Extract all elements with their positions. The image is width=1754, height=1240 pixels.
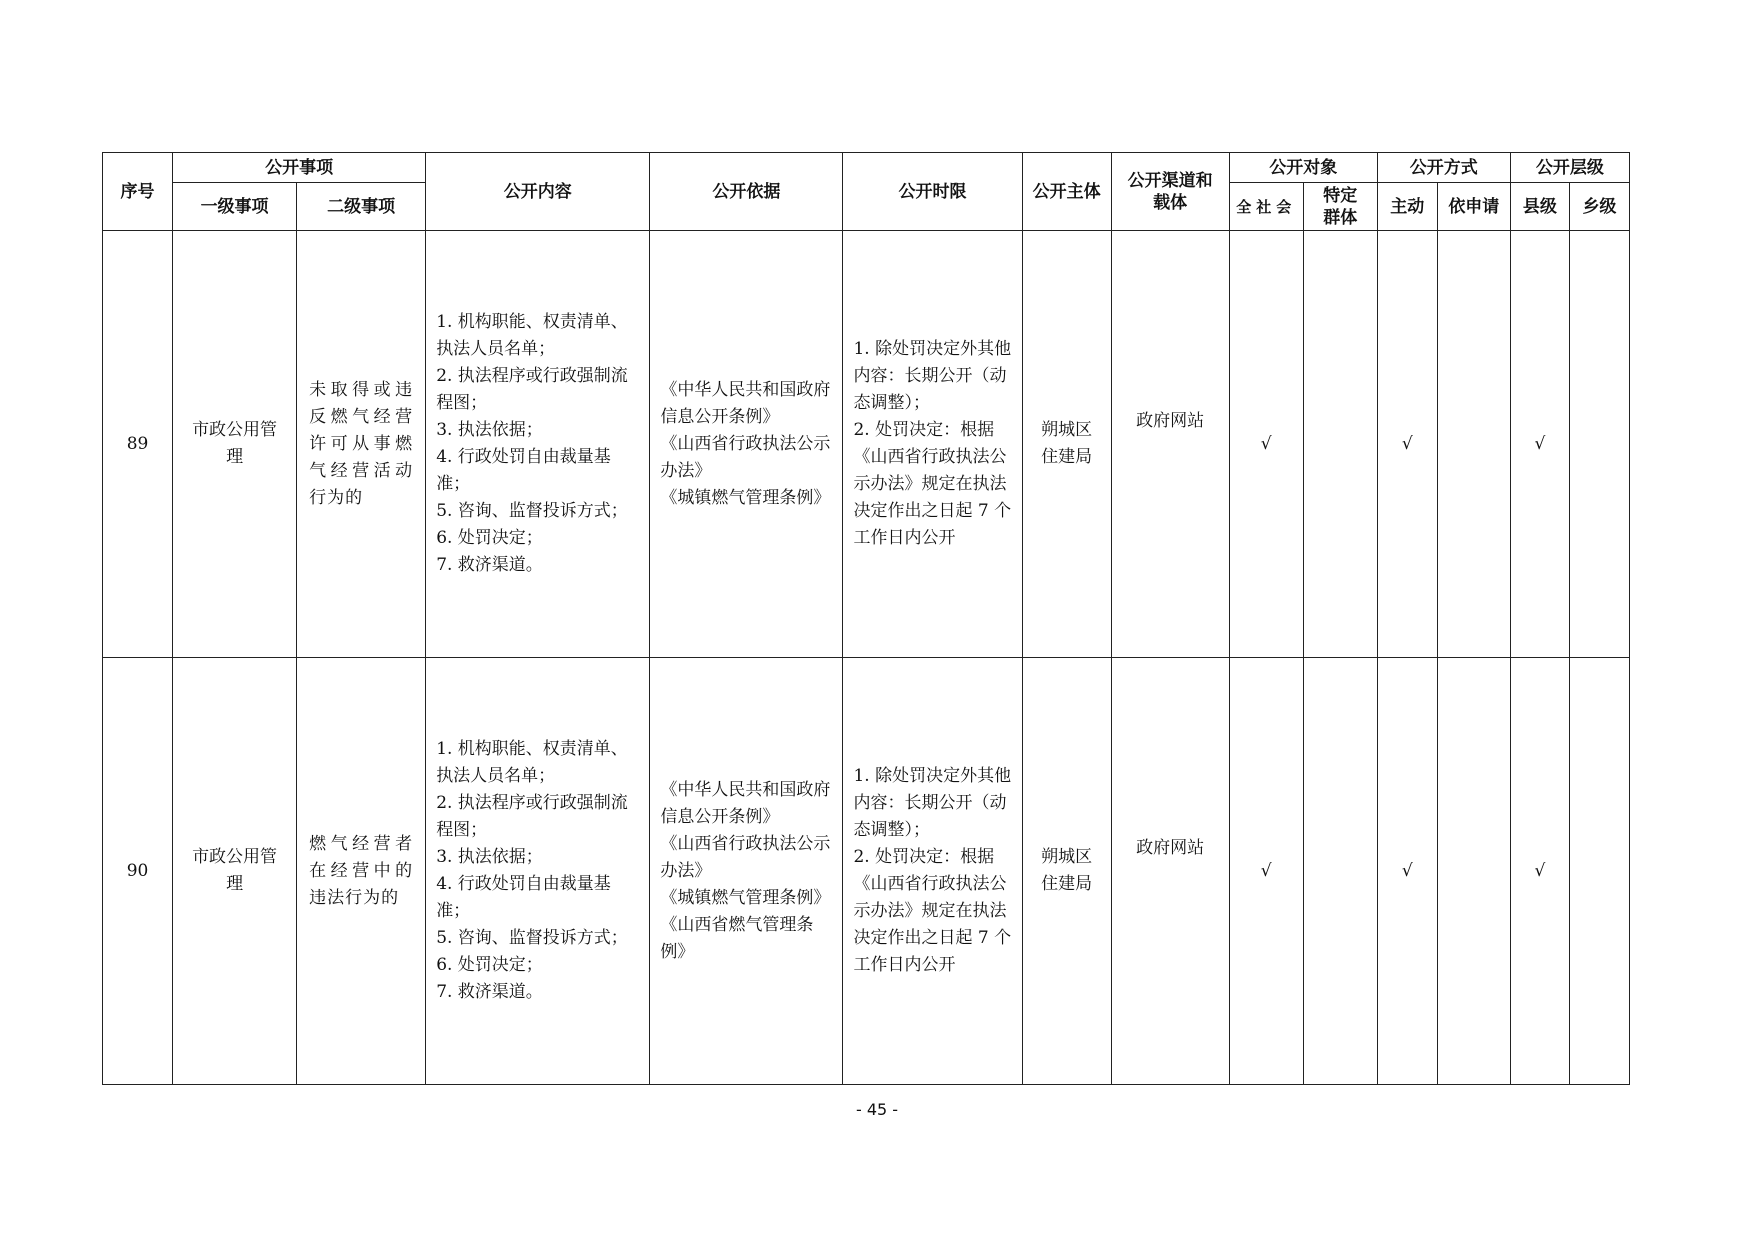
row-item-l1: 市政公用管理 [173,658,297,1085]
basis-line: 《山西省行政执法公示办法》 [660,433,831,481]
header-seq: 序号 [103,153,173,231]
row-content [426,231,650,658]
header-time: 公开时限 [843,153,1022,231]
check-target-specific [1303,658,1377,1085]
row-item-l1: 市政公用管理 [173,231,297,658]
header-item-l2: 二级事项 [297,183,426,231]
disclosure-table [102,152,1630,1085]
content-line: 1. 机构职能、权责清单、执法人员名单； [436,312,628,359]
check-level-town [1569,658,1629,1085]
check-target-all: √ [1229,231,1303,658]
basis-line: 《山西省行政执法公示办法》 [660,833,831,881]
time-line: 2. 处罚决定：根据《山西省行政执法公示办法》规定在执法决定作出之日起 7 个工作日内公开 [853,420,1012,548]
check-mode-request [1437,231,1510,658]
content-line: 1. 机构职能、权责清单、执法人员名单； [436,739,628,786]
row-channel: 政府网站 [1111,658,1229,1085]
header-mode-active: 主动 [1377,183,1437,231]
time-line: 2. 处罚决定：根据《山西省行政执法公示办法》规定在执法决定作出之日起 7 个工作日内公开 [853,847,1012,975]
content-line: 2. 执法程序或行政强制流程图； [436,366,628,413]
content-line: 2. 执法程序或行政强制流程图； [436,793,628,840]
check-target-specific [1303,231,1377,658]
check-target-all: √ [1229,658,1303,1085]
basis-line: 《城镇燃气管理条例》 [660,487,831,508]
page-number: - 45 - [855,1100,899,1119]
header-mode-group: 公开方式 [1377,153,1510,183]
check-level-town [1569,231,1629,658]
header-level-group: 公开层级 [1510,153,1629,183]
basis-line: 《山西省燃气管理条例》 [660,914,814,962]
header-target-group: 公开对象 [1229,153,1377,183]
header-channel: 公开渠道和载体 [1111,153,1229,231]
row-item-l2: 未取得或违反燃气经营许可从事燃气经营活动行为的 [297,231,426,658]
time-line: 1. 除处罚决定外其他内容：长期公开（动态调整）； [853,339,1012,413]
header-item-l1: 一级事项 [173,183,297,231]
table-row [103,658,1630,1085]
basis-line: 《中华人民共和国政府信息公开条例》 [660,779,831,827]
basis-line: 《中华人民共和国政府信息公开条例》 [660,379,831,427]
content-line: 4. 行政处罚自由裁量基准； [436,874,611,921]
header-basis: 公开依据 [650,153,843,231]
header-subject: 公开主体 [1022,153,1111,231]
table-row [103,231,1630,658]
header-level-county: 县级 [1510,183,1569,231]
content-line: 6. 处罚决定； [436,955,543,975]
header-content: 公开内容 [426,153,650,231]
check-level-county: √ [1510,231,1569,658]
header-level-town: 乡级 [1569,183,1629,231]
check-mode-active: √ [1377,231,1437,658]
row-item-l2: 燃气经营者在经营中的违法行为的 [297,658,426,1085]
header-item-group: 公开事项 [173,153,426,183]
row-time [843,658,1022,1085]
content-line: 7. 救济渠道。 [436,555,543,575]
header-target-specific: 特定群体 [1303,183,1377,231]
row-seq: 90 [103,658,173,1085]
header-target-all: 全社会 [1229,183,1303,231]
content-line: 6. 处罚决定； [436,528,543,548]
content-line: 7. 救济渠道。 [436,982,543,1002]
row-channel: 政府网站 [1111,231,1229,658]
row-basis [650,658,843,1085]
row-seq: 89 [103,231,173,658]
check-level-county: √ [1510,658,1569,1085]
row-subject: 朔城区住建局 [1022,658,1111,1085]
row-time [843,231,1022,658]
time-line: 1. 除处罚决定外其他内容：长期公开（动态调整）； [853,766,1012,840]
content-line: 5. 咨询、监督投诉方式； [436,501,628,521]
content-line: 5. 咨询、监督投诉方式； [436,928,628,948]
row-basis [650,231,843,658]
basis-line: 《城镇燃气管理条例》 [660,887,831,908]
content-line: 3. 执法依据； [436,420,543,440]
row-subject: 朔城区住建局 [1022,231,1111,658]
header-mode-request: 依申请 [1437,183,1510,231]
check-mode-request [1437,658,1510,1085]
row-content [426,658,650,1085]
check-mode-active: √ [1377,658,1437,1085]
content-line: 3. 执法依据； [436,847,543,867]
content-line: 4. 行政处罚自由裁量基准； [436,447,611,494]
